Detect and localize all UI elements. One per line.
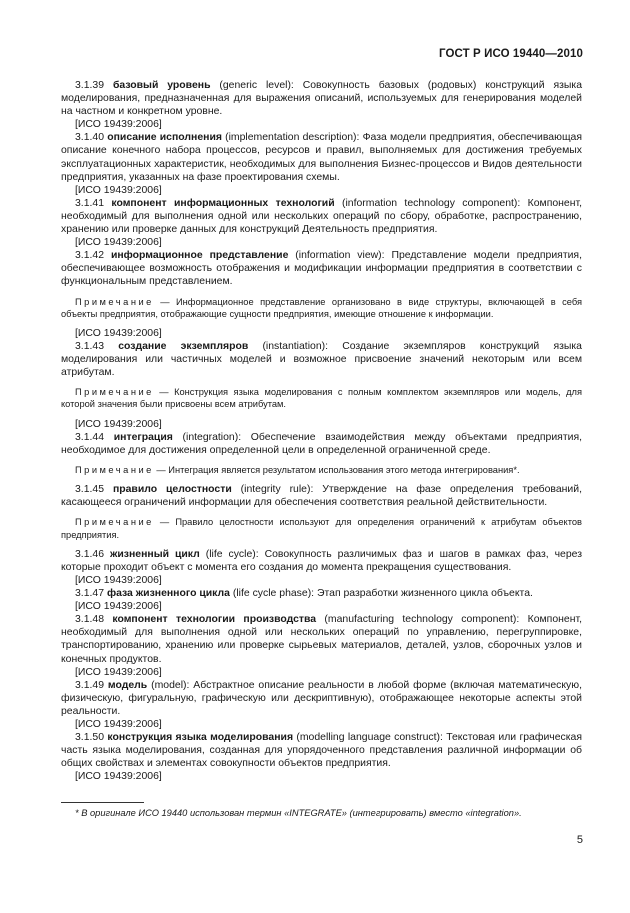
note: Примечание — Интеграция является результатом использования этого метода интегрирования*. — [75, 464, 520, 475]
reference: [ИСО 19439:2006] — [75, 119, 162, 131]
page-number: 5 — [576, 834, 583, 846]
definition-entry: 3.1.49 модель (model): Абстрактное описание реальности в любой форме (включая математическую, физическую, фигуральную, графическую или дескриптивную), отображающее некоторые аспекты этой реальности. — [61, 679, 582, 717]
term: информационное представление — [110, 250, 289, 262]
term: компонент технологии производства — [112, 614, 317, 626]
reference: [ИСО 19439:2006] — [75, 601, 162, 613]
term: компонент информационных технологий — [111, 197, 335, 209]
definition-entry: 3.1.48 компонент технологии производства (manufacturing technology component): Компонент, необходимый для выполнения одной или нескольких операций по управлению, перегруппировке, транспортированию, хранению или проверке сырьевых материалов, деталей, узлов, сборочных узлов и конечных продуктов. — [61, 614, 582, 665]
term: правило целостности — [112, 484, 232, 496]
footnote-divider — [61, 802, 144, 803]
definition-entry: 3.1.42 информационное представление (information view): Представление модели предприятия, обеспечивающее возможность отображения и модификации информации предприятия в соответствии с функциональным представлением. — [61, 250, 582, 288]
note: Примечание — Конструкция языка моделирования с полным комплектом экземпляров или модель, для которой значения были присвоены всем атрибутам. — [61, 387, 582, 410]
document-body — [61, 79, 582, 783]
definition-entry: 3.1.41 компонент информационных технологий (information technology component): Компонент, необходимый для выполнения одной или нескольких операций по сбору, обработке, распространению, хранению или проверке данных для конструкций Деятельность предприятия. — [61, 197, 583, 236]
term: жизненный цикл — [109, 548, 200, 560]
definition-entry: 3.1.40 описание исполнения (implementation description): Фаза модели предприятия, обеспечивающая описание конечного набора процессов, ресурсов и правил, выполняемых для достижения требуемых эксплуатационных характеристик, необходимых для выполнения Бизнес-процессов и Видов деятельности предприятия, указанных на фазе проектирования схемы. — [61, 132, 582, 183]
reference: [ИСО 19439:2006] — [75, 327, 162, 339]
term: интеграция — [113, 431, 173, 443]
document-header: ГОСТ Р ИСО 19440—2010 — [438, 48, 583, 60]
definition-entry: 3.1.43 создание экземпляров (instantiation): Создание экземпляров конструкций языка моделирования или частичных моделей и возможное присвоение значений некоторым или всем атрибутам. — [61, 341, 582, 379]
definition-entry: 3.1.47 фаза жизненного цикла (life cycle phase): Этап разработки жизненного цикла объекта. — [75, 588, 533, 600]
definition-entry: 3.1.45 правило целостности (integrity rule): Утверждение на фазе определения требований, касающееся ограничений информации для обеспечения соответствия реальной действительности. — [61, 484, 582, 509]
term: создание экземпляров — [118, 341, 249, 352]
term: модель — [107, 679, 148, 691]
reference: [ИСО 19439:2006] — [75, 574, 162, 586]
footnote: * В оригинале ИСО 19440 использован термин «INTEGRATE» (интегрировать) вместо «integration». — [75, 808, 522, 818]
definition-entry: 3.1.39 базовый уровень (generic level): Совокупность базовых (родовых) конструкций языка моделирования, предназначенная для выражения описаний, используемых для генерирования моделей на частном и конкретном уровне. — [61, 80, 582, 118]
definition-entry: 3.1.46 жизненный цикл (life cycle): Совокупность различимых фаз и шагов в рамках фаз, через которые проходит объект с момента его создания до момента прекращения существования. — [61, 548, 582, 573]
term: базовый уровень — [112, 80, 211, 91]
reference: [ИСО 19439:2006] — [75, 666, 162, 678]
note: Примечание — Информационное представление организовано в виде структуры, включающей в себя объекты предприятия, отображающие сущности предприятия, имеющие отношение к информации. — [61, 296, 582, 319]
reference: [ИСО 19439:2006] — [75, 418, 162, 430]
definition-entry: 3.1.50 конструкция языка моделирования (modelling language construct): Текстовая или графическая часть языка моделирования, созданная для упорядоченного представления различной информации об общих свойствах и элементах совокупности объектов предприятия. — [61, 732, 582, 770]
note: Примечание — Правило целостности используют для определения ограничений к атрибутам объектов предприятия. — [61, 517, 582, 540]
reference: [ИСО 19439:2006] — [75, 237, 162, 249]
term: описание исполнения — [107, 132, 222, 144]
reference: [ИСО 19439:2006] — [75, 771, 162, 783]
term: фаза жизненного цикла — [106, 588, 230, 600]
reference: [ИСО 19439:2006] — [75, 718, 162, 730]
term: конструкция языка моделирования — [107, 732, 294, 744]
definition-entry: 3.1.44 интеграция (integration): Обеспечение взаимодействия между объектами предприятия, необходимое для достижения определенной цели в определенной ограниченной среде. — [61, 431, 582, 456]
reference: [ИСО 19439:2006] — [75, 184, 162, 196]
